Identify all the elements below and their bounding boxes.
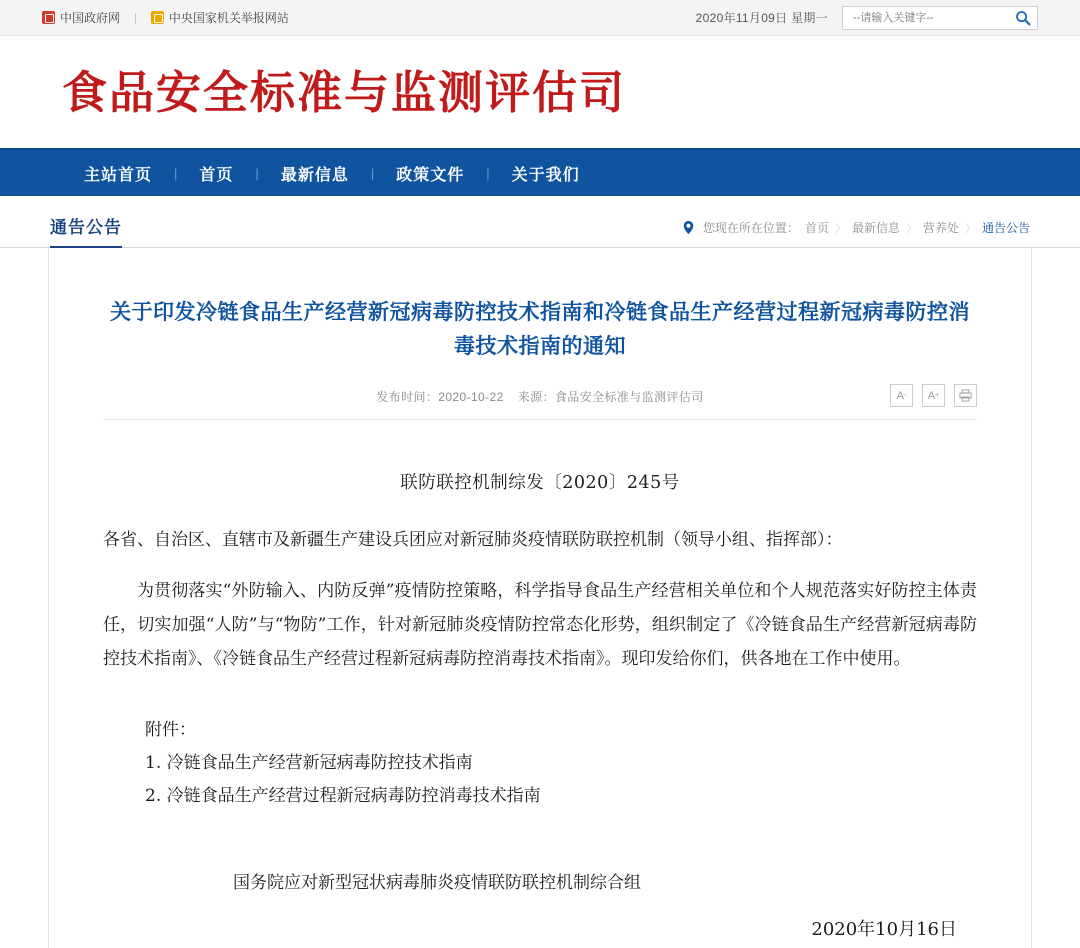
- breadcrumb-separator: 〉: [905, 222, 917, 235]
- nav-item-policy-docs[interactable]: 政策文件: [396, 166, 465, 184]
- publish-date: 2020-10-22: [438, 390, 504, 405]
- topbar-separator: |: [134, 11, 137, 24]
- nav-divider: |: [370, 165, 375, 181]
- source-value: 食品安全标准与监测评估司: [554, 390, 704, 405]
- breadcrumb-prefix: 您现在所在位置：: [702, 221, 799, 235]
- site-title: 食品安全标准与监测评估司: [62, 65, 627, 119]
- link-report-site[interactable]: [151, 9, 289, 26]
- nav-item-latest-news[interactable]: 最新信息: [280, 166, 349, 184]
- subheader: [0, 196, 1080, 248]
- gov-badge-icon: [42, 11, 55, 24]
- report-badge-icon: [151, 11, 164, 24]
- issuer-signature: 国务院应对新型冠状病毒肺炎疫情联防联控机制综合组: [233, 872, 641, 893]
- source-label: 来源：: [517, 390, 555, 405]
- attachment-item-2[interactable]: 2. 冷链食品生产经营过程新冠病毒防控消毒技术指南: [145, 786, 541, 807]
- search-box[interactable]: [842, 6, 1038, 30]
- breadcrumb-item-current: 通告公告: [981, 221, 1030, 235]
- font-decrease-button[interactable]: [890, 384, 913, 407]
- main-nav: [0, 148, 1080, 196]
- nav-divider: |: [255, 165, 259, 181]
- breadcrumb-item-home[interactable]: 首页: [804, 221, 829, 235]
- document-number: 联防联控机制综发〔2020〕245号: [400, 473, 680, 494]
- attachment-block: [103, 714, 977, 813]
- nav-divider: |: [486, 165, 490, 181]
- link-china-gov-label: 中国政府网: [60, 11, 121, 25]
- article-paragraph-1: 各省、自治区、直辖市及新疆生产建设兵团应对新冠肺炎疫情联防联控机制（领导小组、指挥部）：: [103, 530, 843, 551]
- article-meta: [103, 388, 977, 420]
- printer-icon: [959, 389, 972, 402]
- attachment-label: 附件：: [145, 720, 196, 741]
- utility-topbar: [0, 0, 1080, 36]
- current-date: 2020年11月09日 星期一: [695, 11, 828, 25]
- topbar-links: [42, 9, 289, 26]
- search-icon: [1015, 10, 1031, 26]
- publish-label: 发布时间：: [376, 390, 439, 405]
- article-body: [103, 466, 977, 947]
- breadcrumb-separator: 〉: [834, 222, 846, 235]
- font-increase-label: A: [927, 389, 936, 402]
- location-pin-icon: [683, 221, 694, 234]
- search-input[interactable]: [851, 11, 1013, 25]
- topbar-right: [696, 6, 1038, 30]
- issue-date: 2020年10月16日: [811, 918, 957, 940]
- article-paragraph-2: 为贯彻落实“外防输入、内防反弹”疫情防控策略，科学指导食品生产经营相关单位和个人规范落实好防控主体责任，切实加强“人防”与“物防”工作，针对新冠肺炎疫情防控常态化形势，组织制定了《冷链食品生产经营新冠病毒防控技术指南》、《冷链食品生产经营过程新冠病毒防控消毒技术指南》。现印发给你们，供各地在工作中使用。: [103, 581, 977, 670]
- article-meta-text: [376, 388, 703, 405]
- font-increase-sup: +: [935, 392, 940, 400]
- print-button[interactable]: [954, 384, 977, 407]
- font-decrease-label: A: [896, 389, 904, 402]
- search-button[interactable]: [1013, 8, 1033, 28]
- article-title: 关于印发冷链食品生产经营新冠病毒防控技术指南和冷链食品生产经营过程新冠病毒防控消毒技术指南的通知: [110, 301, 970, 359]
- nav-item-main-home[interactable]: 主站首页: [84, 166, 153, 184]
- attachment-item-1[interactable]: 1. 冷链食品生产经营新冠病毒防控技术指南: [145, 753, 473, 774]
- nav-item-about-us[interactable]: 关于我们: [511, 166, 580, 184]
- font-decrease-sup: -: [904, 392, 907, 400]
- font-increase-button[interactable]: [922, 384, 945, 407]
- nav-item-home[interactable]: 首页: [199, 166, 234, 184]
- column-title: 通告公告: [50, 213, 122, 248]
- breadcrumb-separator: 〉: [964, 222, 976, 235]
- breadcrumb-item-nutrition[interactable]: 营养处: [922, 221, 959, 235]
- nav-divider: |: [174, 165, 178, 181]
- breadcrumb-item-latest-news[interactable]: 最新信息: [851, 221, 900, 235]
- breadcrumb: [683, 219, 1030, 247]
- article-tools: [890, 384, 977, 407]
- link-china-gov[interactable]: [42, 9, 120, 26]
- link-report-site-label: 中央国家机关举报网站: [168, 11, 289, 25]
- article-container: [48, 248, 1032, 948]
- masthead: [0, 36, 1080, 148]
